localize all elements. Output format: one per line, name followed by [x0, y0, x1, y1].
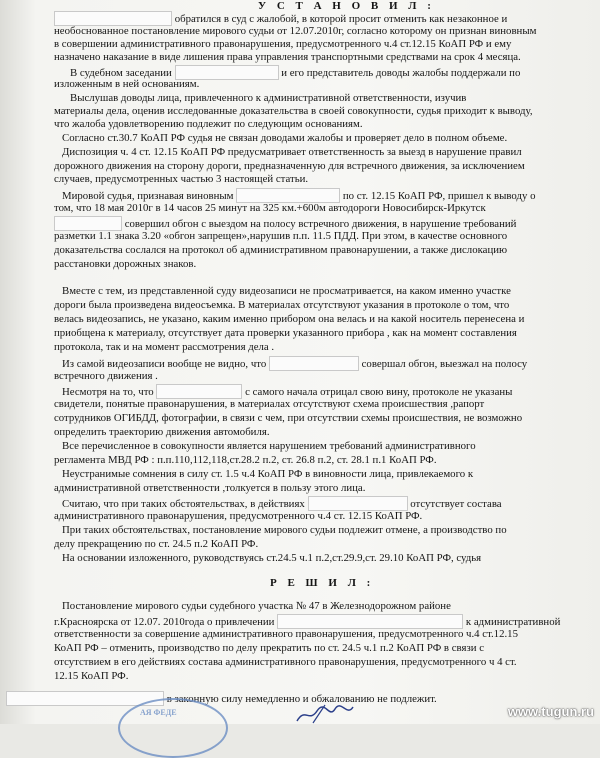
signature-scribble — [295, 703, 355, 725]
text-line: изложенным в ней основаниям. — [54, 78, 200, 90]
heading-ustanovil: У С Т А Н О В И Л : — [258, 0, 435, 12]
text-line: велась видеозапись, не указано, каким именно прибором она велась и на какой носитель перенесена и — [54, 313, 525, 325]
text-line: приобщена к материалу, отсутствует дата проверки указанного прибора , как на момент составления — [54, 327, 517, 339]
text-line: совершил обгон с выездом на полосу встречного движения, в нарушение требований — [54, 216, 516, 231]
heading-reshil: Р Е Ш И Л : — [270, 577, 375, 589]
redacted-name — [156, 384, 242, 399]
text-line: г.Красноярска от 12.07. 2010года о привлечении к административной — [54, 616, 561, 628]
text-line: дороги была произведена видеосъемка. В материалах отсутствуют указания в протоколе о том, что — [54, 299, 510, 311]
text-line: Согласно ст.30.7 КоАП РФ судья не связан доводами жалобы и проверяет дело в полном объеме. — [62, 132, 508, 144]
text-line: 12.15 КоАП РФ. — [54, 670, 129, 682]
text-line: На основании изложенного, руководствуясь ст.24.5 ч.1 п.2,ст.29.9,ст. 29.10 КоАП РФ, судья — [62, 552, 482, 564]
watermark: www.tugun.ru — [507, 704, 594, 719]
text-line: Неустранимые сомнения в силу ст. 1.5 ч.4 КоАП РФ в виновности лица, привлекаемого к — [62, 468, 474, 480]
text-line: Диспозиция ч. 4 ст. 12.15 КоАП РФ предусматривает ответственность за выезд в нарушение правил — [62, 146, 522, 158]
text-line: КоАП РФ – отменить, производство по делу прекратить по ст. 24.5 ч.1 п.2 КоАП РФ в связи с — [54, 642, 484, 654]
text-line: определить траекторию движения автомобиля. — [54, 426, 270, 438]
text-line: материалы дела, оценив исследованные доказательства в своей совокупности, судья приходит к выводу, — [54, 105, 533, 117]
text-line: делу прекращению по ст. 24.5 п.2 КоАП РФ. — [54, 538, 259, 550]
text-line: В судебном заседании и его представитель доводы жалобы поддержали по — [70, 67, 521, 79]
text-line: Постановление мирового судьи судебного участка № 47 в Железнодорожном районе — [62, 600, 451, 612]
text-line: Из самой видеозаписи вообще не видно, что совершал обгон, выезжал на полосу — [62, 358, 528, 370]
text-line: При таких обстоятельствах, постановление мирового судьи подлежит отмене, а производство по — [62, 524, 507, 536]
text-line: встречного движения . — [54, 370, 158, 382]
text-line: свидетели, понятые правонарушения, в материалах отсутствуют схема происшествия ,рапорт — [54, 398, 485, 410]
text-line: административной ответственности ,толкуется в пользу этого лица. — [54, 482, 366, 494]
text-line: дорожного движения на сторону дороги, предназначенную для встречного движения, за исключением — [54, 160, 525, 172]
text-line: Считаю, что при таких обстоятельствах, в действиях отсутствует состава — [62, 498, 502, 510]
text-line: отсутствием в его действиях состава административного правонарушения, предусмотренного ч 4 ст. — [54, 656, 517, 668]
text-line: том, что 18 мая 2010г в 14 часов 25 минут на 325 км.+600м автодороги Новосибирск-Иркутск — [54, 202, 486, 214]
text-line: Выслушав доводы лица, привлеченного к административной ответственности, изучив — [70, 92, 467, 104]
redacted-name — [236, 188, 340, 203]
text-line: расстановки дорожных знаков. — [54, 258, 197, 270]
text-line: протокола, так и на момент рассмотрения дела . — [54, 341, 275, 353]
redacted-name — [54, 11, 172, 26]
text-line: в совершении административного правонарушения, предусмотренного ч.4 ст.12.15 КоАП РФ и ему — [54, 38, 512, 50]
text-line: назначено наказание в виде лишения права управления транспортными средствами на срок 4 месяца. — [54, 51, 521, 63]
text-line: сотрудников ОГИБДД, фотографии, в связи с чем, при отсутствии схемы происшествия, не возможно — [54, 412, 523, 424]
stamp-text: АЯ ФЕДЕ — [140, 708, 177, 717]
text-line: Все перечисленное в совокупности является нарушением требований административного — [62, 440, 476, 452]
text-line: регламента МВД РФ : п.п.110,112,118,ст.28.2 п.2, ст. 26.8 п.2, ст. 28.1 п.1 КоАП РФ. — [54, 454, 437, 466]
redacted-name — [269, 356, 359, 371]
text-line: Несмотря на то, что с самого начала отрицал свою вину, протоколе не указаны — [62, 386, 513, 398]
text-line: обратился в суд с жалобой, в которой просит отменить как незаконное и — [54, 11, 507, 26]
redacted-name — [277, 614, 463, 629]
text-line: Вместе с тем, из представленной суду видеозаписи не просматривается, на каком именно участке — [62, 285, 511, 297]
text-line: административного правонарушения, предусмотренного ч.4 ст. 12.15 КоАП РФ. — [54, 510, 423, 522]
text-line: ответственности за совершение административного правонарушения, предусмотренного ч.4 ст.12.15 — [54, 628, 518, 640]
redacted-name — [54, 216, 122, 231]
text-line: что жалоба удовлетворению подлежит по следующим основаниям. — [54, 118, 363, 130]
court-seal-stamp — [118, 698, 228, 758]
text-line: Мировой судья, признавая виновным по ст. 12.15 КоАП РФ, пришел к выводу о — [62, 190, 536, 202]
text-line: в законную силу немедленно и обжалованию не подлежит. — [6, 691, 437, 706]
text-line: необоснованное постановление мирового судьи от 12.07.2010г, согласно которому он признан виновным — [54, 25, 537, 37]
text-line: доказательства сослался на протокол об административном правонарушении, а также дислокацию — [54, 244, 508, 256]
redacted-name — [308, 496, 408, 511]
text-line: случаев, предусмотренных частью 3 настоящей статьи. — [54, 173, 309, 185]
text-line: разметки 1.1 знака 3.20 «обгон запрещен»,нарушив п.п. 11.5 ПДД. При этом, в качестве основного — [54, 230, 508, 242]
